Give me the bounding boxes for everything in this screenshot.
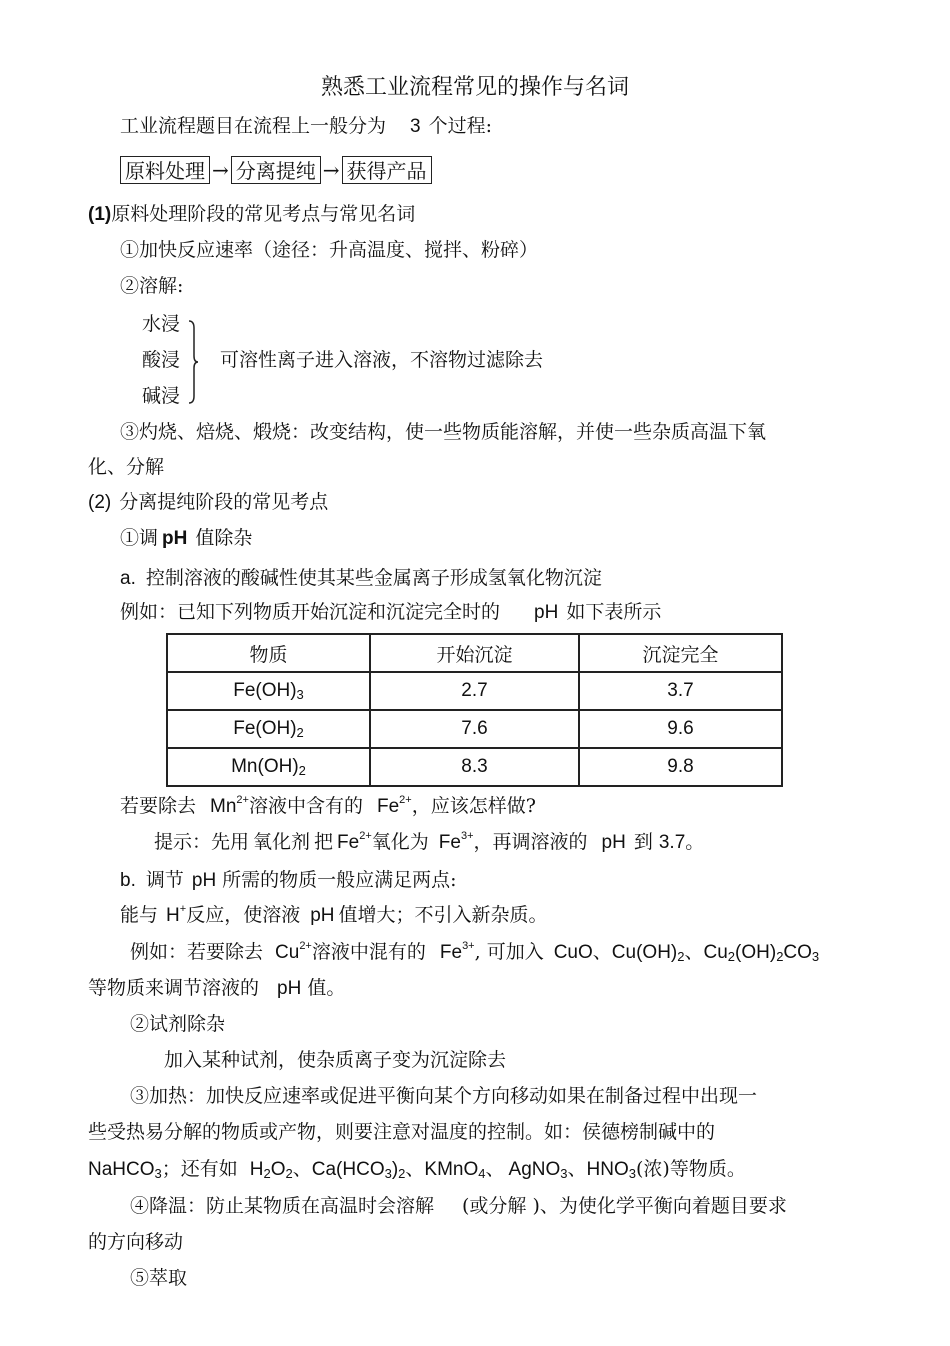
table-cell-complete: 9.6 — [579, 710, 782, 748]
table-cell-start: 2.7 — [370, 672, 579, 710]
section1-item2: ②溶解: — [120, 275, 184, 297]
section1-item3-line1: ③灼烧、焙烧、煅烧：改变结构，使一些物质能溶解，并使一些杂质高温下氧 — [120, 421, 767, 443]
leach-acid: 酸浸 — [142, 349, 181, 371]
section2-item2: ②试剂除杂 — [130, 1013, 226, 1035]
example2-line1: 例如：若要除去 $Cu^{2+}$溶液中混有的 $Fe^{3+}$, 可加入 CuO、$Cu(OH)_2$、$Cu_2(OH)_2CO_3$ — [130, 940, 820, 964]
section1-item3-line2: 化、分解 — [88, 456, 165, 478]
section2-item5: ⑤萃取 — [130, 1267, 188, 1289]
table-row — [167, 710, 782, 748]
flow-step-separation: 分离提纯 — [231, 156, 321, 184]
point-b-line2: 能与 H+反应，使溶液 pH 值增大；不引入新杂质。 — [120, 903, 548, 926]
intro-line: 工业流程题目在流程上一般分为 3 个过程: — [120, 115, 492, 137]
process-flow — [120, 155, 432, 185]
section1-heading: (1)原料处理阶段的常见考点与常见名词 — [88, 203, 416, 225]
table-intro: 例如：已知下列物质开始沉淀和沉淀完全时的 pH 如下表所示 — [120, 601, 662, 623]
flow-arrow-icon: → — [322, 158, 340, 182]
section2-item3-line2: 些受热易分解的物质或产物，则要注意对温度的控制。如：侯德榜制碱中的 — [88, 1121, 716, 1143]
section2-point-a: a. 控制溶液的酸碱性使其某些金属离子形成氢氧化物沉淀 — [120, 567, 602, 589]
table-header-substance: 物质 — [167, 634, 370, 672]
table-cell-start: 7.6 — [370, 710, 579, 748]
leach-alkali: 碱浸 — [142, 385, 181, 407]
section2-item4-line2: 的方向移动 — [88, 1231, 184, 1253]
section2-heading: (2) 分离提纯阶段的常见考点 — [88, 491, 329, 513]
flow-step-product: 获得产品 — [342, 156, 432, 184]
flow-step-raw-material: 原料处理 — [120, 156, 210, 184]
table-cell-substance: $Mn(OH)_2$ — [167, 748, 370, 786]
leach-water: 水浸 — [142, 313, 181, 335]
example2-line2: 等物质来调节溶液的 pH 值。 — [88, 977, 346, 999]
section2-item4-line1: ④降温：防止某物质在高温时会溶解 (或分解 )、为使化学平衡向着题目要求 — [130, 1195, 787, 1217]
table-row — [167, 748, 782, 786]
section2-point-b: b. 调节 pH 所需的物质一般应满足两点: — [120, 869, 457, 891]
section2-item3-line1: ③加热：加快反应速率或促进平衡向某个方向移动如果在制备过程中出现一 — [130, 1085, 758, 1107]
section2-item1: ①调 pH 值除杂 — [120, 527, 253, 549]
question-line: 若要除去 $Mn^{2+}$溶液中含有的 $Fe^{2+}$，应该怎样做? — [120, 794, 536, 817]
precipitation-ph-table — [166, 633, 783, 787]
table-header-row — [167, 634, 782, 672]
table-cell-complete: 3.7 — [579, 672, 782, 710]
leach-description: 可溶性离子进入溶液，不溶物过滤除去 — [220, 349, 544, 371]
table-header-start: 开始沉淀 — [370, 634, 579, 672]
flow-arrow-icon: → — [212, 158, 229, 182]
hint-line: 提示：先用 氧化剂 把 $Fe^{2+}$氧化为 $Fe^{3+}$，再调溶液的 pH 到 3.7。 — [154, 830, 705, 853]
table-cell-start: 8.3 — [370, 748, 579, 786]
section2-item3-line3: NaHCO$_3$；还有如 $H_2O_2$、$Ca(HCO_3)_2$、KMnO$_4$、 AgNO$_3$、$HNO_3$(浓)等物质。 — [88, 1158, 746, 1181]
table-cell-substance: $Fe(OH)_2$ — [167, 710, 370, 748]
table-row — [167, 672, 782, 710]
section2-item2-desc: 加入某种试剂，使杂质离子变为沉淀除去 — [164, 1049, 507, 1071]
page-title: 熟悉工业流程常见的操作与名词 — [320, 75, 629, 100]
table-cell-complete: 9.8 — [579, 748, 782, 786]
table-cell-substance: $Fe(OH)_3$ — [167, 672, 370, 710]
right-brace-icon — [188, 320, 198, 404]
section1-item1: ①加快反应速率（途径：升高温度、搅拌、粉碎） — [120, 239, 539, 261]
table-header-complete: 沉淀完全 — [579, 634, 782, 672]
